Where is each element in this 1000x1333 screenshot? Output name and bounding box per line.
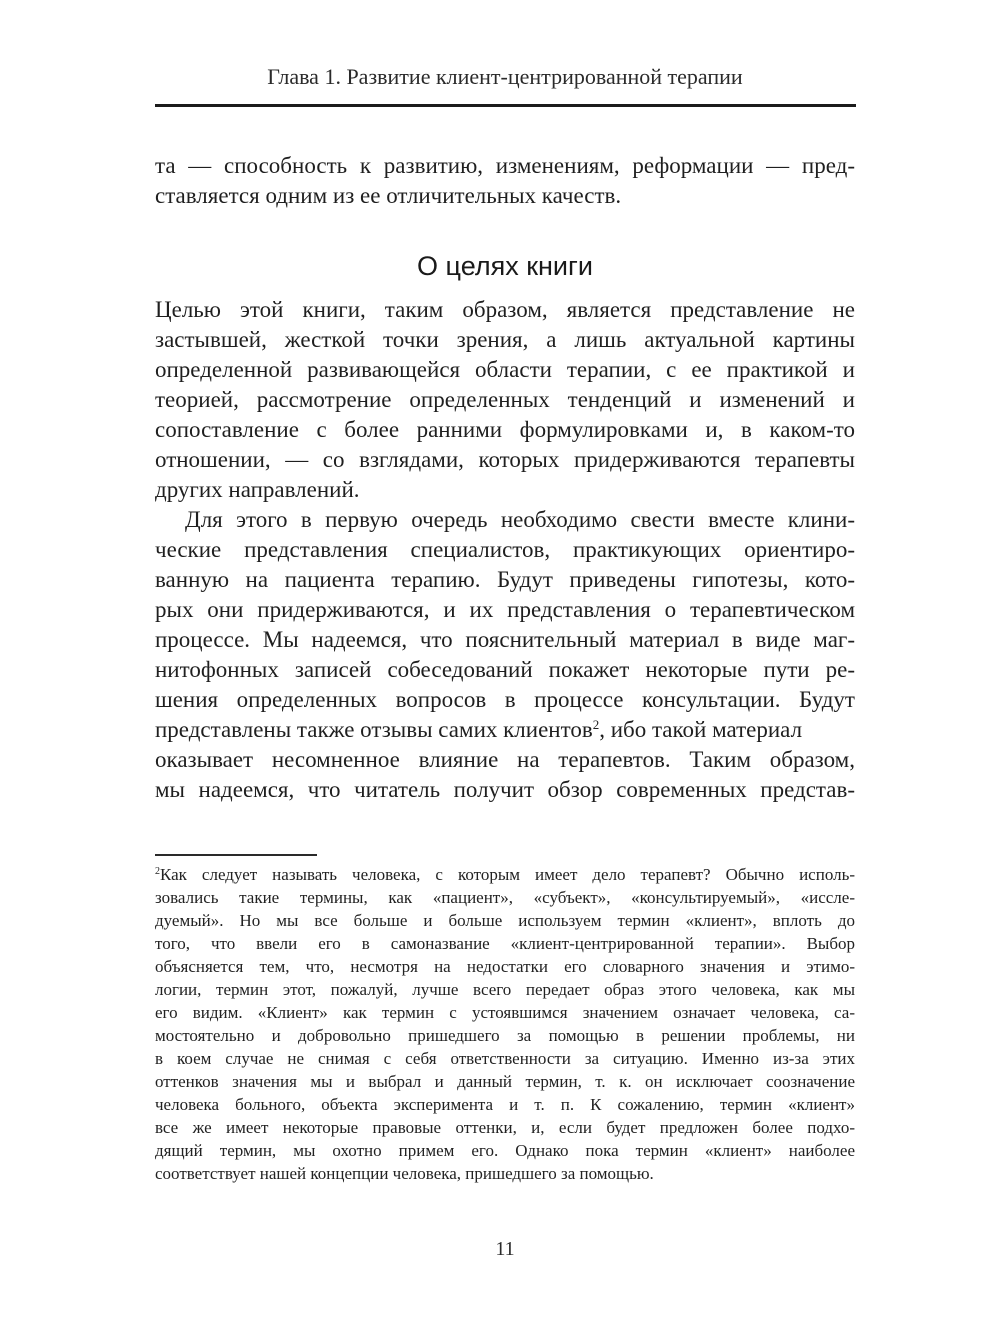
footnote-line: все же имеет некоторые правовые оттенки, и, если будет предложен более подхо- xyxy=(155,1118,855,1137)
section-heading: О целях книги xyxy=(417,251,593,281)
footnote-line xyxy=(155,864,855,886)
paragraph2-line: оказывает несомненное влияние на терапевтов. Таким образом, xyxy=(155,747,855,772)
header-rule xyxy=(155,104,856,107)
running-head-title: Глава 1. Развитие клиент-центрированной терапии xyxy=(267,64,743,89)
paragraph1-line: других направлений. xyxy=(155,477,360,502)
paragraph1-line: застывшей, жесткой точки зрения, а лишь актуальной картины xyxy=(155,327,855,352)
footnote-line: дуемый». Но мы все больше и больше используем термин «клиент», вплоть до xyxy=(155,911,855,930)
footnote-line: соответствует нашей концепции человека, пришедшего за помощью. xyxy=(155,1164,654,1183)
paragraph2-line: мы надеемся, что читатель получит обзор современных представ- xyxy=(155,777,855,802)
footnote-line: человека больного, объекта эксперимента и т. п. К сожалению, термин «клиент» xyxy=(155,1095,855,1114)
paragraph2-text: представлены также отзывы самих клиентов xyxy=(155,717,593,742)
footnote-marker: 2 xyxy=(155,866,160,877)
paragraph1-line: сопоставление с более ранними формулировками и, в каком-то xyxy=(155,417,855,442)
paragraph1-line: теорией, рассмотрение определенных тенденций и изменений и xyxy=(155,387,855,412)
paragraph2-line-with-footnote-ref xyxy=(155,715,855,745)
footnote-line: дящий термин, мы охотно примем его. Однако пока термин «клиент» наиболее xyxy=(155,1141,855,1160)
footnote-line: логии, термин этот, пожалуй, лучше всего передает образ этого человека, как мы xyxy=(155,980,855,999)
paragraph2-line: процессе. Мы надеемся, что пояснительный материал в виде маг- xyxy=(155,627,855,652)
footnote-line: того, что ввели его в самоназвание «клиент-центрированной терапии». Выбор xyxy=(155,934,855,953)
footnote-line: мостоятельно и добровольно пришедшего за помощью в решении проблемы, ни xyxy=(155,1026,855,1045)
paragraph1-line: отношении, — со взглядами, которых придерживаются терапевты xyxy=(155,447,855,472)
footnote-reference[interactable]: 2 xyxy=(592,717,600,732)
paragraph2-line: ческие представления специалистов, практикующих ориентиро- xyxy=(155,537,855,562)
footnote-line: в коем случае не снимая с себя ответственности за ситуацию. Именно из-за этих xyxy=(155,1049,855,1068)
footnote-line: объясняется тем, что, несмотря на недостатки его словарного значения и этимо- xyxy=(155,957,855,976)
paragraph2-line: шения определенных вопросов в процессе консультации. Будут xyxy=(155,687,855,712)
paragraph2-line: ванную на пациента терапию. Будут приведены гипотезы, кото- xyxy=(155,567,855,592)
footnote-line: его видим. «Клиент» как термин с устоявшимся значением означает человека, са- xyxy=(155,1003,855,1022)
paragraph1-line: Целью этой книги, таким образом, является представление не xyxy=(155,297,855,322)
footnote-line: зовались такие термины, как «пациент», «субъект», «консультируемый», «иссле- xyxy=(155,888,855,907)
paragraph2-line: рых они придерживаются, и их представления о терапевтическом xyxy=(155,597,855,622)
paragraph2-line: Для этого в первую очередь необходимо свести вместе клини- xyxy=(185,507,855,532)
paragraph2-line: нитофонных записей собеседований покажет некоторые пути ре- xyxy=(155,657,855,682)
paragraph2-text: , ибо такой материал xyxy=(599,717,803,742)
page-number: 11 xyxy=(495,1238,515,1260)
footnote-text: Как следует называть человека, с которым имеет дело терапевт? Обычно исполь- xyxy=(160,865,855,884)
intro-line-1: та — способность к развитию, изменениям, реформации — пред- xyxy=(155,153,855,178)
paragraph1-line: определенной развивающейся области терапии, с ее практикой и xyxy=(155,357,855,382)
footnote-rule xyxy=(155,854,317,856)
footnote-line: оттенков значения мы и выбрал и данный термин, т. к. он исключает соозначение xyxy=(155,1072,855,1091)
intro-line-2: ставляется одним из ее отличительных качеств. xyxy=(155,183,622,208)
